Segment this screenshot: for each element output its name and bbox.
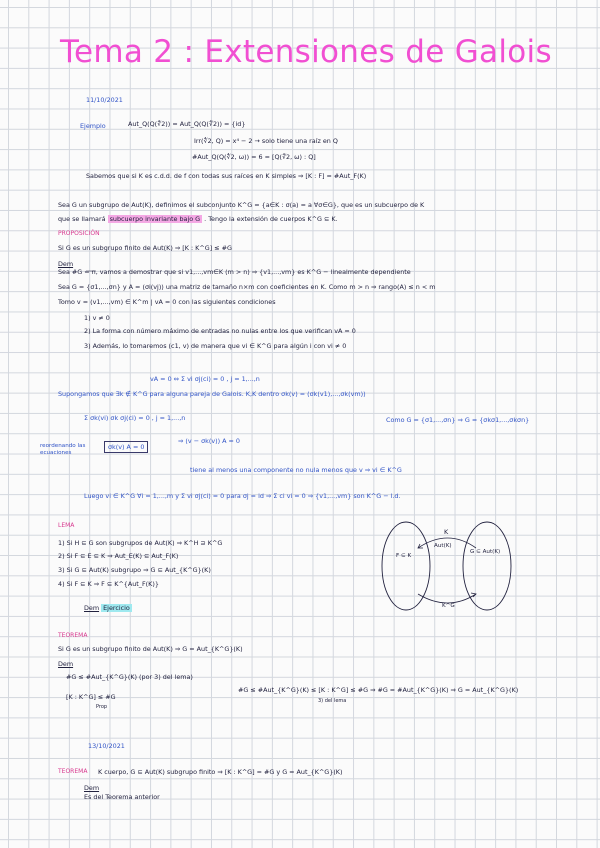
text-line: K cuerpo, G ⊆ Aut(K) subgrupo finito ⇒ [K : K^G] = #G y G = Aut_{K^G}(K) xyxy=(98,768,343,776)
text-line: Si G es un subgrupo finito de Aut(K) ⇒ [K : K^G] ≤ #G xyxy=(58,244,232,252)
text-line: Como G = {σ1,...,σn} ⇒ G = {σkσ1,...,σkσn} xyxy=(386,416,530,424)
proof-label: Dem xyxy=(58,660,74,668)
text-line: Luego vi ∈ K^G ∀i = 1,...,m y Σ vi σj(ci) = 0 para σj = id ⇒ Σ ci vi = 0 ⇒ {v1,...,vm} son K^G − l.d. xyxy=(84,492,401,500)
side-note-line: reordenando las ecuaciones xyxy=(40,443,86,456)
text-line: tiene al menos una componente no nula menos que v ⇒ vi ∈ K^G xyxy=(190,466,402,474)
example-label: Ejemplo xyxy=(80,122,106,130)
text-line: Sea #G = n, vamos a demostrar que si v1,...,vm∈K (m > n) ⇒ {v1,...,vm} es K^G − linealmente dependiente xyxy=(58,268,411,276)
text-line: Sabemos que si K es c.d.d. de f con todas sus raíces en K simples ⇒ [K : F] = #Aut_F(K) xyxy=(86,172,367,180)
text-line: #G ≤ #Aut_{K^G}(K) ≤ [K : K^G] ≤ #G ⇒ #G = #Aut_{K^G}(K) ⇒ G = Aut_{K^G}(K) xyxy=(238,686,519,694)
equation: Σ σk(vi) σk σj(ci) = 0 , j = 1,...,n xyxy=(84,414,186,422)
diagram-label-kg: K^G xyxy=(442,603,455,609)
proof-label: Dem xyxy=(58,260,74,268)
text-line: 2) La forma con número máximo de entradas no nulas entre los que verifican vA = 0 xyxy=(84,327,356,335)
equation: vA = 0 ⇔ Σ vi σj(ci) = 0 , j = 1,...,n xyxy=(150,375,260,383)
text-line: Sea G un subgrupo de Aut(K), definimos el subconjunto K^G = {a∈K : σ(a) = a ∀σ∈G}, que es un subcuerpo de K xyxy=(58,201,425,209)
text-line: [K : K^G] ≤ #G xyxy=(66,693,116,701)
diagram-label-k: K xyxy=(444,528,449,536)
date-label: 11/10/2021 xyxy=(86,96,123,104)
section-header: PROPOSICIÓN xyxy=(58,230,100,237)
page-title: Tema 2 : Extensiones de Galois xyxy=(60,34,552,70)
text-line: Tomo v = (v1,...,vm) ∈ K^m | vA = 0 con las siguientes condiciones xyxy=(58,298,276,306)
text-line: #G ≤ #Aut_{K^G}(K) (por 3) del lema) xyxy=(66,673,193,681)
text-line: Si G es un subgrupo finito de Aut(K) ⇒ G = Aut_{K^G}(K) xyxy=(58,645,243,653)
sub-note: 3) del lema xyxy=(318,698,347,704)
text-line: 3) Además, lo tomaremos (c1, v) de manera que vi ∈ K^G para algún i con vi ≠ 0 xyxy=(84,342,347,350)
highlighted-term: subcuerpo invariante bajo G xyxy=(109,215,201,223)
text-line: 3) Si G ⊆ Aut(K) subgrupo ⇒ G ⊆ Aut_{K^G}(K) xyxy=(58,566,211,574)
text-span: . Tengo la extensión de cuerpos K^G ⊆ K. xyxy=(204,215,338,223)
sub-note: Prop xyxy=(96,704,108,710)
exercise-label: Ejercicio xyxy=(103,604,130,612)
example-line: Irr(∜2, Q) = x⁴ − 2 → solo tiene una raíz en Q xyxy=(194,137,338,145)
diagram-right-set: G ⊆ Aut(K) xyxy=(470,549,501,555)
example-line: #Aut_Q(Q(∜2, ω)) = 6 = [Q(∜2, ω) : Q] xyxy=(192,153,316,161)
text-line: Sea G = {σ1,...,σn} y A = (σi(vj)) una matriz de tamaño n×m con coeficientes en K. Como m > n ⇒ rango(A) ≤ n < m xyxy=(58,283,436,291)
text-line: Es del Teorema anterior xyxy=(84,793,160,801)
text-line: 4) Si F ⊆ K ⇒ F ⊆ K^{Aut_F(K)} xyxy=(58,580,159,588)
text-line: 2) Si F ⊆ E ⊆ K ⇒ Aut_E(K) ⊆ Aut_F(K) xyxy=(58,552,179,560)
diagram-label-aut: Aut(K) xyxy=(434,543,452,549)
diagram-left-set: F ⊆ K xyxy=(396,553,412,559)
text-line: 1) Si H ⊆ G son subgrupos de Aut(K) ⇒ K^H ⊇ K^G xyxy=(58,539,223,547)
equation: ⇒ (v − σk(v)) A = 0 xyxy=(178,437,240,445)
text-line: Supongamos que ∃k ∉ K^G para alguna pareja de Galois. K,K dentro σk(v) = (σk(v1),...,σk(vm)) xyxy=(58,390,366,398)
proof-label: Dem xyxy=(84,784,100,792)
section-header: TEOREMA xyxy=(58,768,88,775)
date-label: 13/10/2021 xyxy=(88,742,125,750)
section-header: TEOREMA xyxy=(58,632,88,639)
box-text: σk(v) A = 0 xyxy=(104,441,148,453)
section-header: LEMA xyxy=(58,522,75,529)
text-span: que se llamará xyxy=(58,215,106,223)
example-line: Aut_Q(Q(∜2)) = Aut_Q(Q(∜2)) = {id} xyxy=(128,120,246,128)
text-line: 1) v ≠ 0 xyxy=(84,314,110,322)
proof-label: Dem xyxy=(84,604,100,612)
